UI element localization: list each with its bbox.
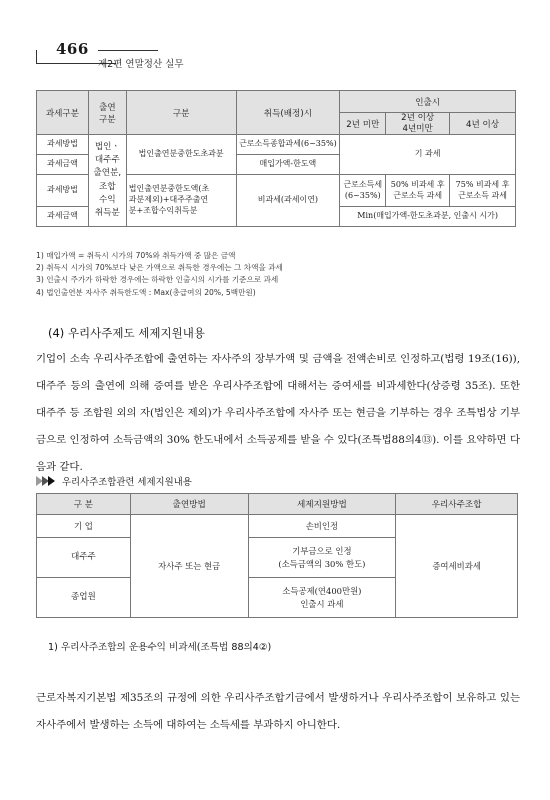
table-caption-text: 우리사주조합관련 세제지원내용	[62, 477, 192, 488]
cell-support-major-shareholder: 기부금으로 인정 (소득금액의 30% 한도)	[248, 538, 396, 578]
footnote: 3) 인출시 주가가 하락한 경우에는 하락한 인출시의 시가를 기준으로 과세	[36, 275, 279, 285]
taxation-table	[36, 90, 516, 227]
row-label-company: 기 업	[37, 515, 131, 538]
cell-acquisition-r2: 매입가액-한도액	[236, 155, 340, 175]
row-label-major-shareholder: 대주주	[37, 538, 131, 578]
cell-tax-amount-2: 과세금액	[37, 207, 89, 227]
th-support-method: 세제지원방법	[248, 494, 396, 515]
cell-tax-method-1: 과세방법	[37, 135, 89, 155]
subsection-title: 1) 우리사주조합의 운용수익 비과세(조특법 88의4②)	[48, 642, 272, 653]
th-contribution-method: 출연방법	[130, 494, 248, 515]
cell-union-support: 증여세비과세	[396, 515, 518, 618]
cell-acquisition-r1: 근로소득종합과세(6~35%)	[236, 135, 340, 155]
double-chevron-icon	[36, 475, 58, 487]
chapter-title: 제2편 연말정산 실무	[98, 59, 184, 70]
body-paragraph: 기업이 소속 우리사주조합에 출연하는 자사주의 장부가액 및 금액을 전액손비로 인정하고(법령 19조(16)), 대주주 등의 출연에 의해 증여를 받은 우리사주조합에 대해서는 증여세를 비과세한다(상증령 35조). 또한 대주주 등 조합원 외의 자(법인은 제외)가 우리사주조합에 자사주 또는 현금을 기부하는 경우 조특법상 기부금으로 인정하여 소득금액의 30% 한도내에서 소득공제를 받을 수 있다(조특법88의4⑬). 이를 요약하면 다음과 같다.	[36, 353, 520, 473]
support-table	[36, 493, 518, 618]
th-withdrawal: 인출시	[340, 91, 516, 113]
cell-category-excess: 법인출연분중한도초과분	[126, 135, 236, 175]
cell-tax-method-2: 과세방법	[37, 175, 89, 207]
page-number: 466	[56, 40, 89, 58]
th-tax-type: 과세구분	[37, 91, 89, 135]
cell-contribution-method: 자사주 또는 현금	[130, 515, 248, 618]
table-footnotes	[36, 250, 283, 299]
th-employee-union: 우리사주조합	[396, 494, 518, 515]
cell-wd-under2: 근로소득세 (6~35%)	[340, 175, 386, 207]
th-contribution: 출연 구분	[88, 91, 126, 135]
body-paragraph: 근로자복지기본법 제35조의 규정에 의한 우리사주조합기금에서 발생하거나 우리사주조합이 보유하고 있는 자사주에서 발생하는 소득에 대하여는 소득세를 부과하지 아니한다.	[36, 692, 520, 731]
cell-contribution-type: 법인ㆍ 대주주 출연분, 조합 수익 취득분	[88, 135, 126, 227]
header-rule	[98, 50, 158, 51]
th-under-2-years: 2년 미만	[340, 113, 386, 135]
footnote: 2) 취득시 시가의 70%보다 낮은 가액으로 취득한 경우에는 그 차액을 과세	[36, 263, 283, 273]
cell-category-limit: 법인출연분중한도액(초 과분제외)+대주주출연 분+조합수익취득분	[126, 175, 236, 227]
footnote: 4) 법인출연분 자사주 취득한도액 : Max(총급여의 20%, 5백만원)	[36, 287, 256, 297]
cell-wd-between: 50% 비과세 후 근로소득 과세	[386, 175, 450, 207]
cell-support-employee: 소득공제(연400만원) 인출시 과세	[248, 578, 396, 618]
page-header	[36, 34, 216, 74]
table-caption	[36, 474, 192, 488]
header-bracket-decoration	[36, 50, 52, 64]
cell-tax-amount-1: 과세금액	[37, 155, 89, 175]
cell-wd-over4: 75% 비과세 후 근로소득 과세	[450, 175, 516, 207]
footnote: 1) 매입가액 = 취득시 시가의 70%와 취득가액 중 많은 금액	[36, 251, 236, 260]
th-acquisition: 취득(배정)시	[236, 91, 340, 135]
th-2-to-4-years: 2년 이상 4년미만	[386, 113, 450, 135]
th-category: 구 분	[37, 494, 131, 515]
th-over-4-years: 4년 이상	[450, 113, 516, 135]
section-title: (4) 우리사주제도 세제지원내용	[48, 326, 205, 340]
th-category: 구분	[126, 91, 236, 135]
cell-withdrawal-already-taxed: 기 과세	[340, 135, 516, 175]
cell-acquisition-deferred: 비과세(과세이연)	[236, 175, 340, 227]
cell-wd-amount: Min(매입가액-한도초과분, 인출시 시가)	[340, 207, 516, 227]
cell-support-company: 손비인정	[248, 515, 396, 538]
row-label-employee: 종업원	[37, 578, 131, 618]
